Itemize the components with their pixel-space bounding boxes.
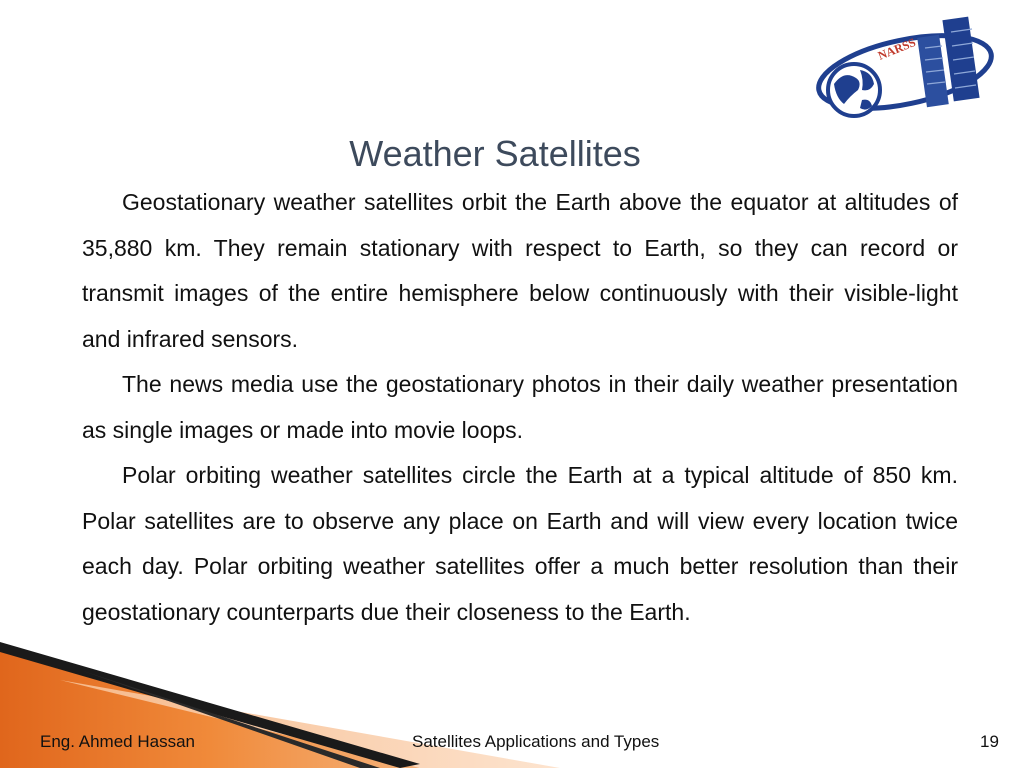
slide-body [82, 180, 958, 635]
logo-text: NARSS [875, 35, 918, 63]
narss-logo [810, 8, 1000, 120]
footer-author: Eng. Ahmed Hassan [40, 732, 195, 751]
paragraph-polar-orbiting: Polar orbiting weather satellites circle the Earth at a typical altitude of 850 km. Polar satellites are to observe any place on Earth and will view every location twice each day. Polar orbiting weather satellites offer a much better resolution than their geostationary counterparts due their closeness to the Earth. [82, 462, 958, 625]
paragraph-geostationary: Geostationary weather satellites orbit the Earth above the equator at altitudes of 35,880 km. They remain stationary with respect to Earth, so they can record or transmit images of the entire hemisphere below continuously with their visible-light and infrared sensors. [82, 189, 958, 352]
footer-course-title: Satellites Applications and Types [412, 732, 660, 751]
paragraph-news-media: The news media use the geostationary photos in their daily weather presentation as single images or made into movie loops. [82, 371, 958, 443]
page-number: 19 [980, 732, 999, 751]
slide-title: Weather Satellites [349, 133, 641, 174]
